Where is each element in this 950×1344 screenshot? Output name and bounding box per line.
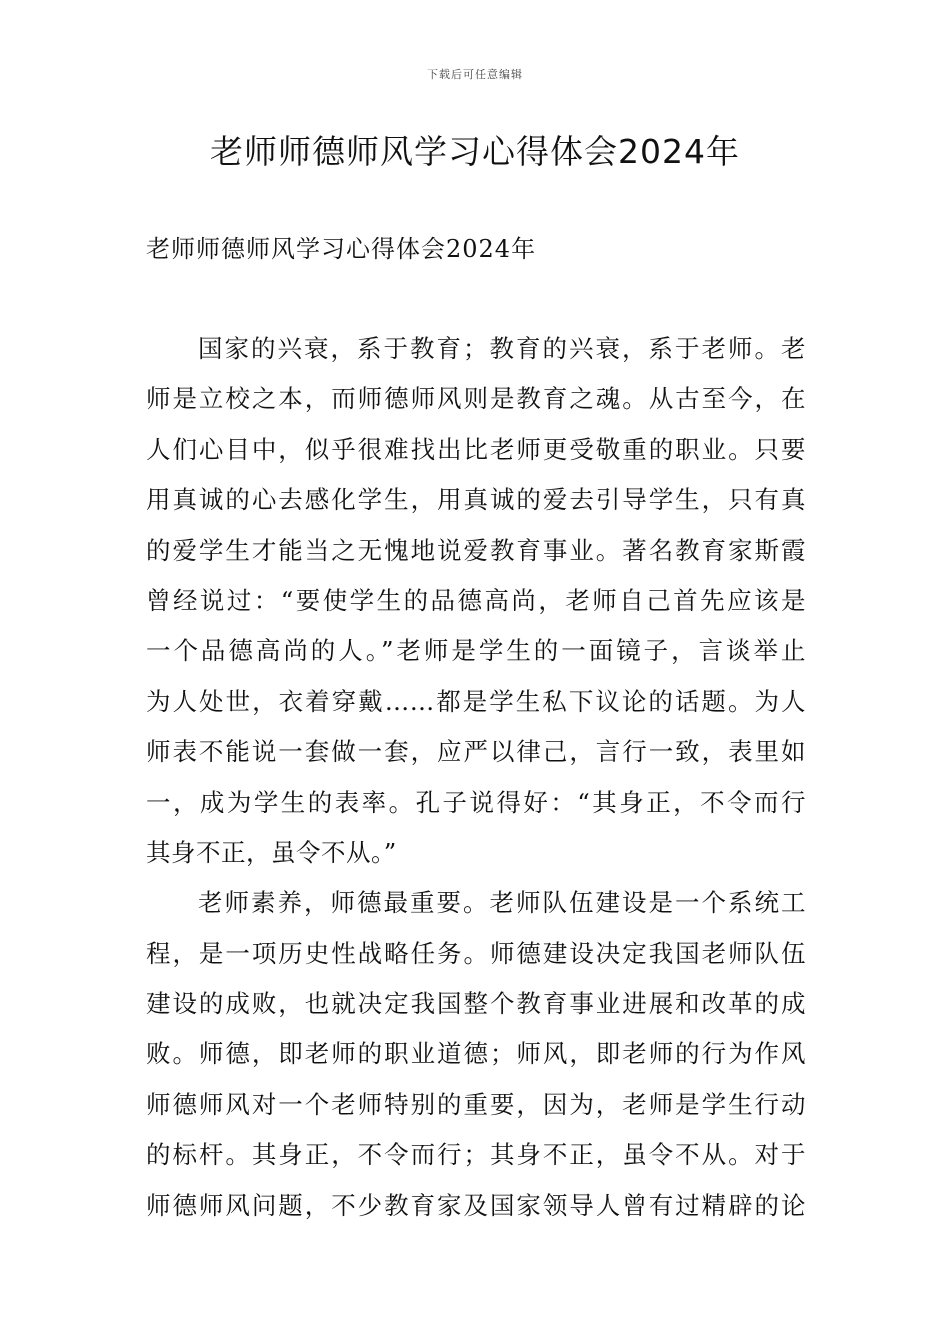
header-note: 下载后可任意编辑 (427, 68, 523, 81)
paragraph-2-line: 败。师德，即老师的职业道德；师风，即老师的行为作风 (146, 1039, 806, 1069)
paragraph-1-line: 其身不正，虽令不从。” (146, 837, 397, 867)
document-subtitle: 老师师德师风学习心得体会2024年 (146, 235, 537, 263)
paragraph-1-line: 人们心目中，似乎很难找出比老师更受敬重的职业。只要 (146, 434, 806, 464)
document-title: 老师师德师风学习心得体会2024年 (210, 132, 740, 171)
body-text (146, 332, 806, 1239)
paragraph-1-line: 的爱学生才能当之无愧地说爱教育事业。著名教育家斯霞 (146, 535, 806, 565)
paragraph-1-line: 为人处世，衣着穿戴……都是学生私下议论的话题。为人 (146, 686, 806, 716)
paragraph-2-line: 师德师风问题，不少教育家及国家领导人曾有过精辟的论 (146, 1190, 806, 1220)
paragraph-2-line: 老师素养，师德最重要。老师队伍建设是一个系统工 (198, 888, 806, 918)
paragraph-2-line: 程，是一项历史性战略任务。师德建设决定我国老师队伍 (146, 938, 806, 968)
paragraph-2-line: 师德师风对一个老师特别的重要，因为，老师是学生行动 (146, 1089, 806, 1119)
paragraph-2-line: 的标杆。其身正，不令而行；其身不正，虽令不从。对于 (146, 1140, 806, 1170)
paragraph-1-line: 一，成为学生的表率。孔子说得好：“其身正，不令而行 (146, 787, 806, 817)
paragraph-2-line: 建设的成败，也就决定我国整个教育事业进展和改革的成 (146, 989, 806, 1019)
paragraph-1-line: 国家的兴衰，系于教育；教育的兴衰，系于老师。老 (198, 334, 806, 363)
paragraph-1-line: 一个品德高尚的人。”老师是学生的一面镜子，言谈举止 (146, 636, 806, 666)
paragraph-1-line: 师表不能说一套做一套，应严以律己，言行一致，表里如 (146, 737, 806, 767)
paragraph-1-line: 师是立校之本，而师德师风则是教育之魂。从古至今，在 (146, 384, 806, 414)
paragraph-1-line: 曾经说过：“要使学生的品德高尚，老师自己首先应该是 (146, 585, 806, 615)
paragraph-1-line: 用真诚的心去感化学生，用真诚的爱去引导学生，只有真 (146, 485, 806, 515)
